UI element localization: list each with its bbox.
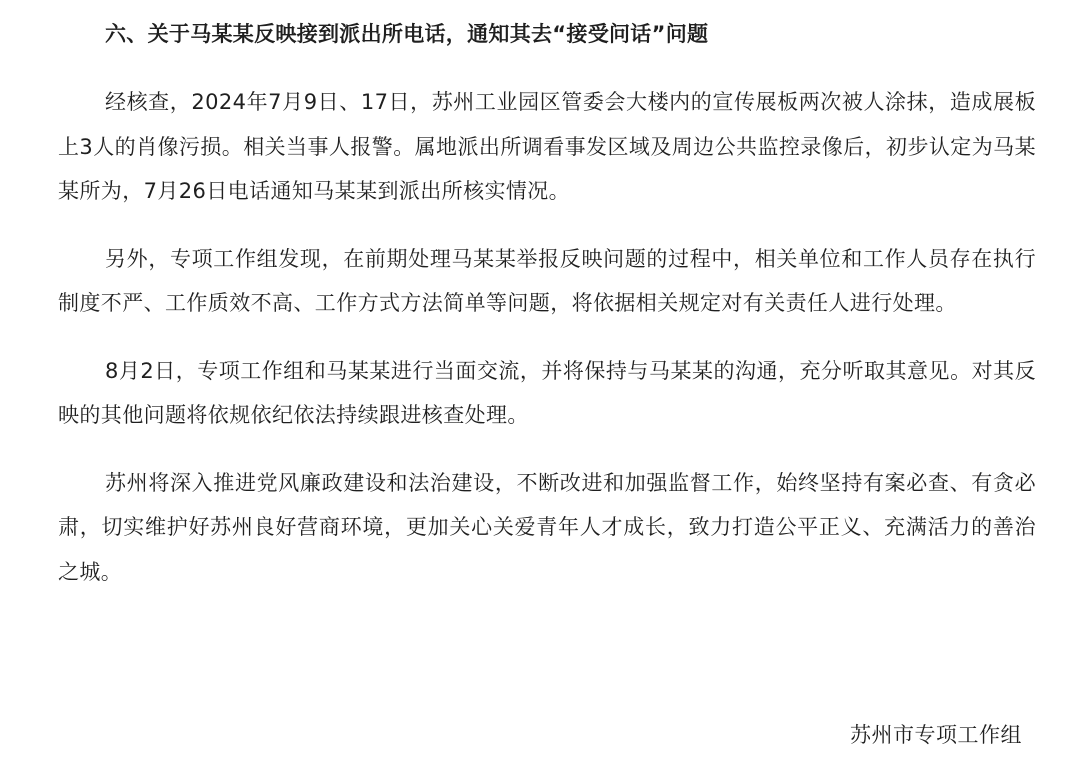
paragraph-communication: 8月2日，专项工作组和马某某进行当面交流，并将保持与马某某的沟通，充分听取其意见。对其反映的其他问题将依规依纪依法持续跟进核查处理。: [58, 358, 1036, 427]
document-body: [58, 14, 1036, 617]
section-heading: 六、关于马某某反映接到派出所电话，通知其去“接受问话”问题: [105, 22, 709, 46]
signature: 苏州市专项工作组: [850, 723, 1022, 747]
paragraph-commitment: 苏州将深入推进党风廉政建设和法治建设，不断改进和加强监督工作，始终坚持有案必查、有贪必肃，切实维护好苏州良好营商环境，更加关心关爱青年人才成长，致力打造公平正义、充满活力的善治之城。: [58, 470, 1036, 584]
paragraph-investigation: 经核查，2024年7月9日、17日，苏州工业园区管委会大楼内的宣传展板两次被人涂抹，造成展板上3人的肖像污损。相关当事人报警。属地派出所调看事发区域及周边公共监控录像后，初步认定为马某某所为，7月26日电话通知马某某到派出所核实情况。: [58, 90, 1036, 203]
paragraph-accountability: 另外，专项工作组发现，在前期处理马某某举报反映问题的过程中，相关单位和工作人员存在执行制度不严、工作质效不高、工作方式方法简单等问题，将依据相关规定对有关责任人进行处理。: [58, 246, 1036, 315]
